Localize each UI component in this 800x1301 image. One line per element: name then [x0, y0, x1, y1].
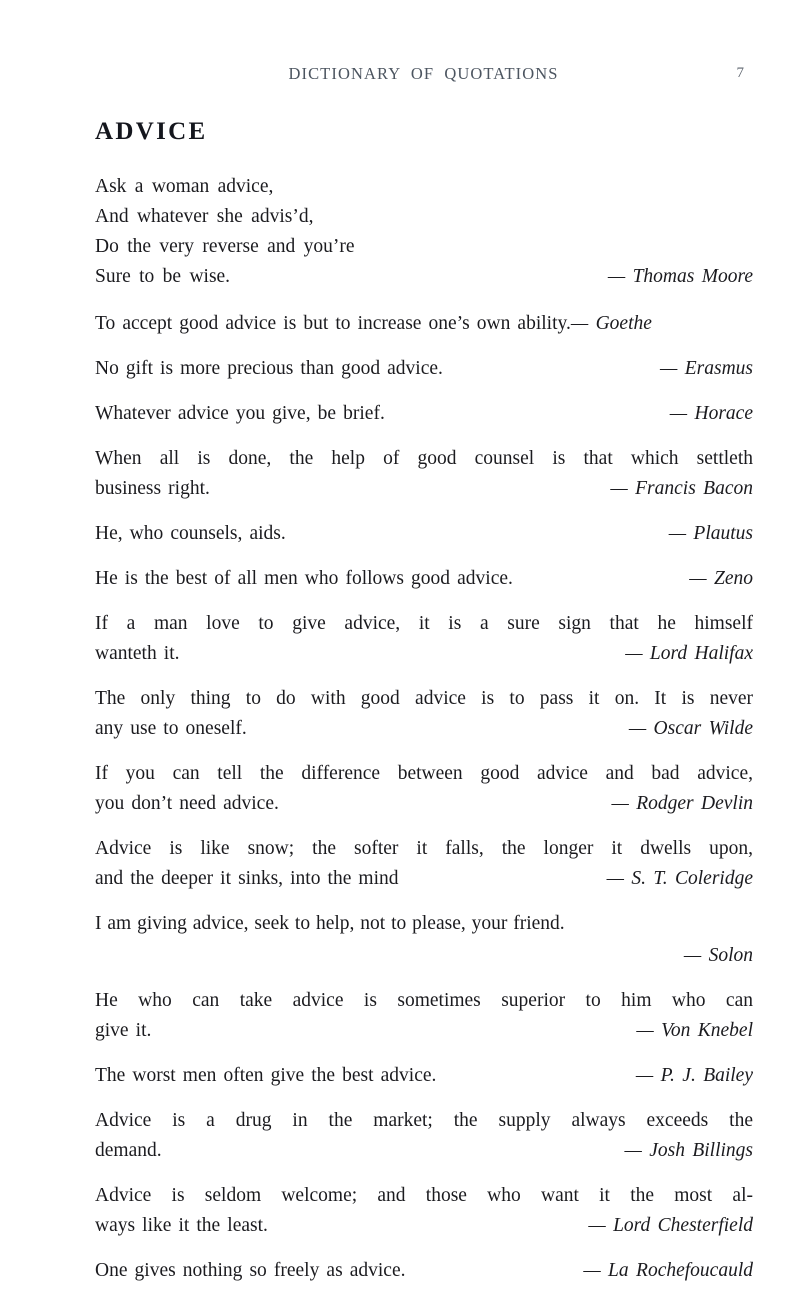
attribution: — Erasmus — [660, 358, 753, 379]
quotation-line — [95, 309, 753, 339]
quotation-text: One gives nothing so freely as advice. — [95, 1260, 406, 1281]
quotation-entry-rodger-devlin — [95, 759, 753, 819]
quotation-line: The only thing to do with good advice is to pass it on. It is never — [95, 688, 753, 709]
quotation-line — [95, 399, 753, 429]
attribution: — Zeno — [689, 568, 753, 589]
quotation-line — [95, 474, 753, 504]
verse-line: And whatever she advis’d, — [95, 206, 314, 227]
attribution: — La Rochefoucauld — [583, 1260, 753, 1281]
quotation-entry-von-knebel — [95, 986, 753, 1046]
quotation-entry-francis-bacon — [95, 444, 753, 504]
quotation-line — [95, 354, 753, 384]
attribution: — Lord Halifax — [625, 643, 753, 664]
attribution: — Thomas Moore — [607, 266, 753, 287]
page-number: 7 — [736, 65, 744, 81]
quotation-list — [95, 172, 753, 1301]
attribution: — Horace — [669, 403, 753, 424]
section-heading: ADVICE — [95, 118, 208, 145]
quotation-entry-pj-bailey — [95, 1061, 753, 1091]
quotation-entry-josh-billings — [95, 1106, 753, 1166]
attribution: — S. T. Coleridge — [606, 868, 753, 889]
attribution: — Goethe — [570, 313, 652, 334]
quotation-entry-goethe — [95, 309, 753, 339]
quotation-entry-thomas-moore — [95, 172, 753, 292]
attribution: — Plautus — [668, 523, 753, 544]
attribution: — Von Knebel — [636, 1020, 753, 1041]
quotation-text: business right. — [95, 478, 210, 499]
attribution: — P. J. Bailey — [635, 1065, 753, 1086]
running-head-title: DICTIONARY OF QUOTATIONS — [288, 64, 559, 83]
quotation-line — [95, 1061, 753, 1091]
quotation-text: any use to oneself. — [95, 718, 247, 739]
quotation-text: The worst men often give the best advice. — [95, 1065, 437, 1086]
attribution: — Solon — [683, 945, 753, 966]
quotation-entry-erasmus — [95, 354, 753, 384]
quotation-line — [95, 714, 753, 744]
quotation-line — [95, 789, 753, 819]
quotation-entry-oscar-wilde — [95, 684, 753, 744]
quotation-line — [95, 1136, 753, 1166]
quotation-text: No gift is more precious than good advice. — [95, 358, 443, 379]
quotation-entry-horace — [95, 399, 753, 429]
running-head — [95, 64, 752, 88]
quotation-text: He, who counsels, aids. — [95, 523, 286, 544]
quotation-entry-lord-chesterfield — [95, 1181, 753, 1241]
quotation-line — [95, 1256, 753, 1286]
quotation-text: ways like it the least. — [95, 1215, 268, 1236]
quotation-line: Advice is a drug in the market; the supply always exceeds the — [95, 1110, 753, 1131]
attribution: — Josh Billings — [624, 1140, 753, 1161]
quotation-text: wanteth it. — [95, 643, 180, 664]
verse-line: Sure to be wise. — [95, 266, 231, 287]
attribution: — Rodger Devlin — [611, 793, 753, 814]
quotation-text: and the deeper it sinks, into the mind — [95, 868, 399, 889]
quotation-entry-st-coleridge — [95, 834, 753, 894]
quotation-line — [95, 1016, 753, 1046]
quotation-line — [95, 519, 753, 549]
quotation-line: I am giving advice, seek to help, not to please, your friend. — [95, 913, 565, 934]
quotation-text: you don’t need advice. — [95, 793, 279, 814]
quotation-line: If a man love to give advice, it is a sure sign that he himself — [95, 613, 753, 634]
quotation-entry-la-rochefoucauld — [95, 1256, 753, 1286]
quotation-line: Advice is seldom welcome; and those who want it the most al- — [95, 1185, 753, 1206]
quotation-line — [95, 864, 753, 894]
quotation-line: He who can take advice is sometimes superior to him who can — [95, 990, 753, 1011]
quotation-line — [95, 1211, 753, 1241]
quotation-text: To accept good advice is but to increase one’s own ability. — [95, 313, 571, 334]
attribution: — Francis Bacon — [610, 478, 753, 499]
quotation-entry-lord-halifax — [95, 609, 753, 669]
quotation-line: Advice is like snow; the softer it falls, the longer it dwells upon, — [95, 838, 753, 859]
quotation-text: Whatever advice you give, be brief. — [95, 403, 385, 424]
attribution: — Lord Chesterfield — [588, 1215, 753, 1236]
quotation-text: He is the best of all men who follows good advice. — [95, 568, 513, 589]
verse-line: Do the very reverse and you’re — [95, 236, 355, 257]
attribution: — Oscar Wilde — [628, 718, 753, 739]
quotation-entry-zeno — [95, 564, 753, 594]
quotation-text: give it. — [95, 1020, 152, 1041]
quotation-line — [95, 639, 753, 669]
quotation-line — [95, 564, 753, 594]
quotation-entry-plautus — [95, 519, 753, 549]
verse-final-line — [95, 262, 753, 292]
quotation-entry-solon — [95, 909, 753, 971]
quotation-text: demand. — [95, 1140, 162, 1161]
verse-line: Ask a woman advice, — [95, 176, 274, 197]
quotation-line: When all is done, the help of good counsel is that which settleth — [95, 448, 753, 469]
quotation-line: If you can tell the difference between good advice and bad advice, — [95, 763, 753, 784]
